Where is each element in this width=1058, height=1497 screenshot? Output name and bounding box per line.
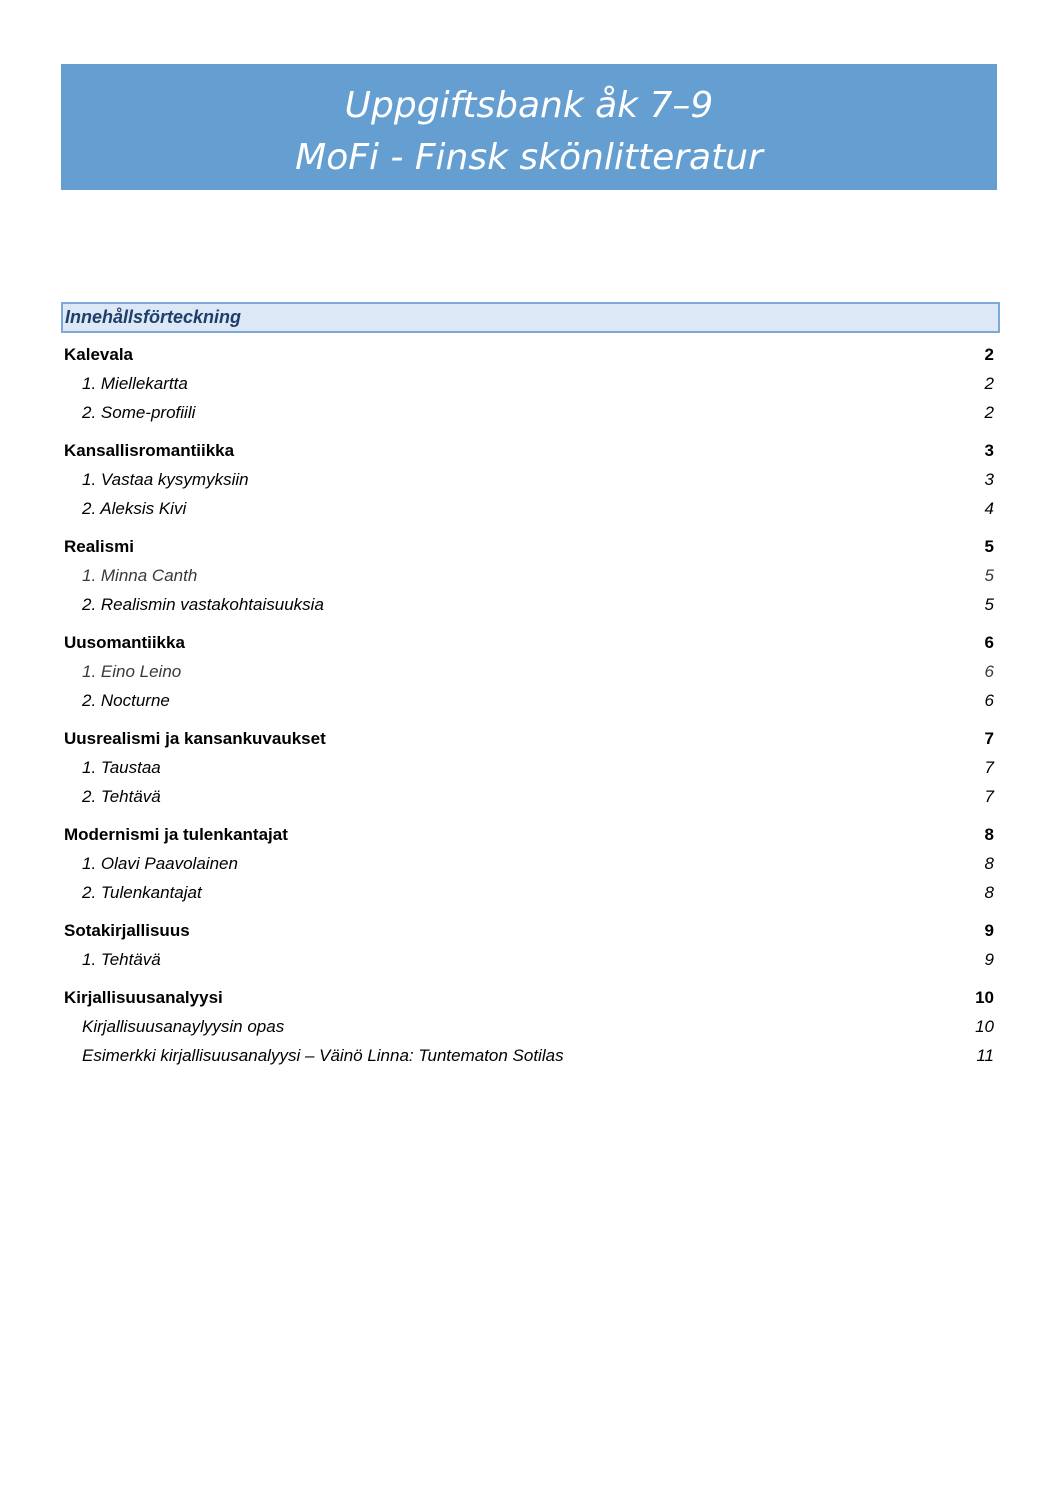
toc-subentry-page: 2: [984, 374, 994, 393]
toc-entry[interactable]: [64, 436, 994, 465]
toc-subentry[interactable]: [64, 878, 994, 907]
toc-entry[interactable]: [64, 916, 994, 945]
toc-entry-page: 6: [984, 633, 994, 652]
toc-entry-page: 10: [975, 988, 994, 1007]
toc-subentry-title: 2. Aleksis Kivi: [82, 499, 187, 518]
toc-entry-page: 3: [984, 441, 994, 460]
document-title-line-2: MoFi - Finsk skönlitteratur: [295, 137, 763, 178]
toc-subentry[interactable]: [64, 590, 994, 619]
toc-subentry-page: 8: [984, 854, 994, 873]
toc-entry-page: 9: [984, 921, 994, 940]
toc-subentry-page: 4: [984, 499, 994, 518]
toc-section-kalevala: [64, 340, 994, 427]
toc-subentry[interactable]: [64, 1012, 994, 1041]
toc-subentry-page: 2: [984, 403, 994, 422]
toc-subentry-page: 9: [984, 950, 994, 969]
toc-subentry-page: 10: [975, 1017, 994, 1036]
toc-section-kirjallisuusanalyysi: [64, 983, 994, 1070]
toc-section-realismi: [64, 532, 994, 619]
toc-subentry-title: 1. Minna Canth: [82, 566, 198, 585]
toc-subentry-title: 1. Eino Leino: [82, 662, 182, 681]
toc-subentry-title: 2. Some-profiili: [82, 403, 196, 422]
table-of-contents: [64, 340, 994, 1079]
toc-subentry-title: 1. Taustaa: [82, 758, 161, 777]
toc-subentry[interactable]: [64, 561, 994, 590]
toc-entry-title: Uusomantiikka: [64, 633, 185, 652]
toc-subentry-page: 6: [984, 691, 994, 710]
toc-section-kansallisromantiikka: [64, 436, 994, 523]
toc-subentry-title: 2. Realismin vastakohtaisuuksia: [82, 595, 324, 614]
toc-subentry-page: 8: [984, 883, 994, 902]
toc-subentry[interactable]: [64, 1041, 994, 1070]
toc-subentry[interactable]: [64, 465, 994, 494]
document-title-line-1: Uppgiftsbank åk 7–9: [344, 85, 714, 126]
toc-entry[interactable]: [64, 532, 994, 561]
toc-entry-title: Kalevala: [64, 345, 133, 364]
toc-subentry[interactable]: [64, 369, 994, 398]
toc-entry-page: 7: [984, 729, 994, 748]
toc-section-uusomantiikka: [64, 628, 994, 715]
toc-section-uusrealismi: [64, 724, 994, 811]
toc-subentry-page: 7: [984, 758, 994, 777]
toc-subentry-title: 1. Miellekartta: [82, 374, 188, 393]
toc-entry[interactable]: [64, 724, 994, 753]
toc-entry-title: Kansallisromantiikka: [64, 441, 235, 460]
toc-entry[interactable]: [64, 983, 994, 1012]
toc-entry-title: Sotakirjallisuus: [64, 921, 190, 940]
toc-subentry[interactable]: [64, 686, 994, 715]
toc-subentry[interactable]: [64, 782, 994, 811]
toc-entry[interactable]: [64, 628, 994, 657]
toc-entry-page: 2: [984, 345, 994, 364]
toc-subentry[interactable]: [64, 494, 994, 523]
document-title-banner: [61, 64, 997, 190]
toc-section-sotakirjallisuus: [64, 916, 994, 974]
toc-entry[interactable]: [64, 340, 994, 369]
toc-section-modernismi: [64, 820, 994, 907]
toc-subentry-page: 7: [984, 787, 994, 806]
toc-heading: Innehållsförteckning: [61, 302, 1000, 333]
toc-subentry-title: 2. Nocturne: [82, 691, 170, 710]
toc-entry-title: Modernismi ja tulenkantajat: [64, 825, 288, 844]
toc-entry-title: Uusrealismi ja kansankuvaukset: [64, 729, 326, 748]
toc-subentry-title: 2. Tehtävä: [82, 787, 161, 806]
toc-subentry[interactable]: [64, 753, 994, 782]
toc-subentry-page: 6: [984, 662, 994, 681]
toc-subentry-title: Esimerkki kirjallisuusanalyysi – Väinö Linna: Tuntematon Sotilas: [82, 1046, 564, 1065]
toc-entry[interactable]: [64, 820, 994, 849]
toc-subentry[interactable]: [64, 398, 994, 427]
toc-entry-title: Kirjallisuusanalyysi: [64, 988, 223, 1007]
toc-subentry[interactable]: [64, 945, 994, 974]
toc-entry-page: 5: [984, 537, 994, 556]
toc-subentry-title: 1. Tehtävä: [82, 950, 161, 969]
toc-subentry[interactable]: [64, 849, 994, 878]
toc-subentry-title: Kirjallisuusanaylyysin opas: [82, 1017, 285, 1036]
toc-subentry-title: 2. Tulenkantajat: [82, 883, 202, 902]
toc-entry-title: Realismi: [64, 537, 134, 556]
toc-subentry-page: 5: [984, 595, 994, 614]
toc-subentry-title: 1. Olavi Paavolainen: [82, 854, 238, 873]
toc-subentry-page: 3: [984, 470, 994, 489]
toc-subentry-page: 11: [976, 1046, 994, 1065]
toc-subentry-page: 5: [984, 566, 994, 585]
toc-subentry[interactable]: [64, 657, 994, 686]
toc-subentry-title: 1. Vastaa kysymyksiin: [82, 470, 249, 489]
toc-entry-page: 8: [984, 825, 994, 844]
